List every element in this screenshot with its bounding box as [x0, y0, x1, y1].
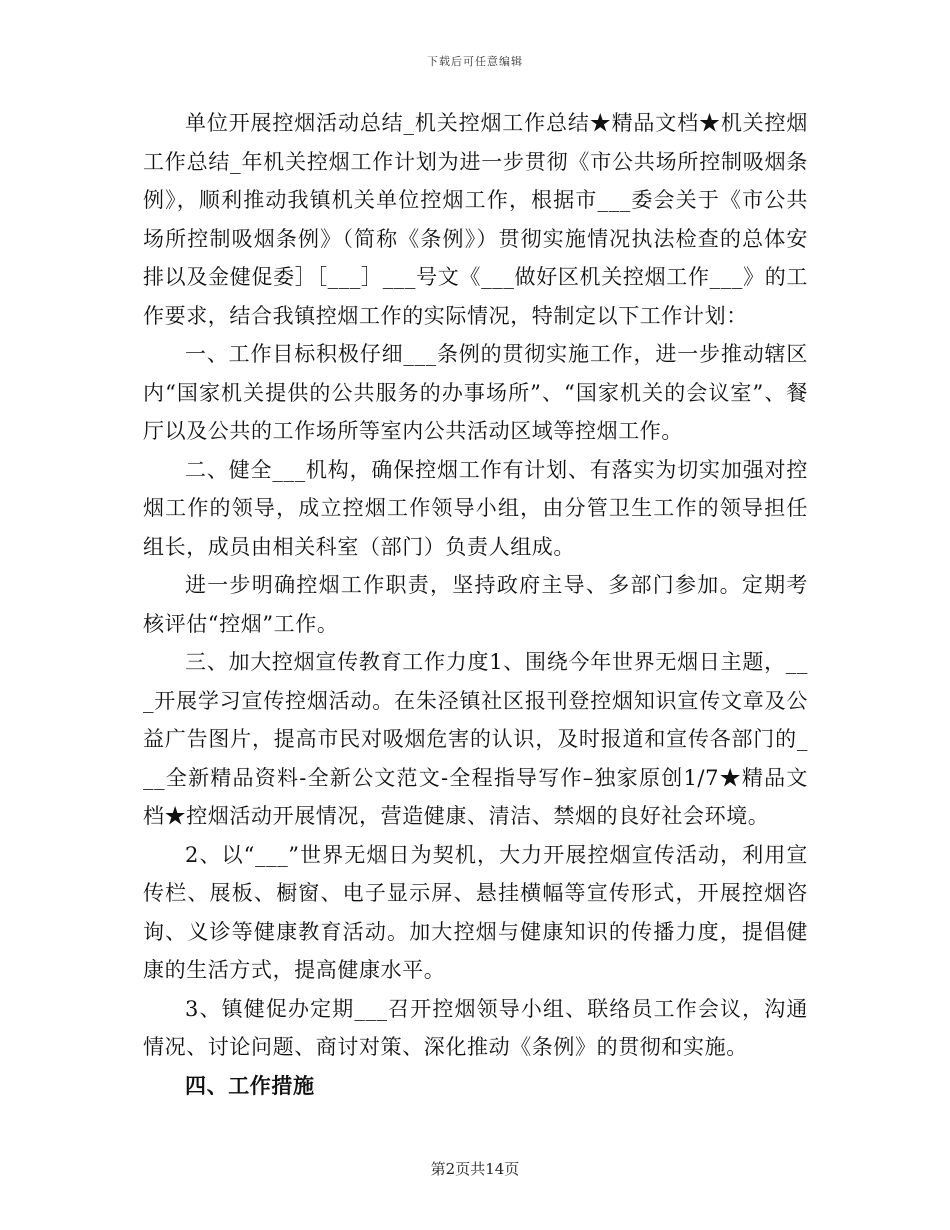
paragraph-publicity-3: 3、镇健促办定期___召开控烟领导小组、联络员工作会议，沟通情况、讨论问题、商讨对策、深化推动《条例》的贯彻和实施。	[143, 996, 808, 1059]
paragraph-intro: 单位开展控烟活动总结_机关控烟工作总结★精品文档★机关控烟工作总结_年机关控烟工作计划为进一步贯彻《市公共场所控制吸烟条例》，顺利推动我镇机关单位控烟工作，根据市___委会关于《市公共场所控制吸烟条例》（简称《条例》）贯彻实施情况执法检查的总体安排以及金健促委］［___］___号文《___做好区机关控烟工作___》的工作要求，结合我镇控烟工作的实际情况，特制定以下工作计划：	[143, 111, 808, 328]
page-number: 第2页共14页	[430, 1160, 520, 1178]
section-heading: 四、工作措施	[185, 1073, 315, 1098]
paragraph-organization: 二、健全___机构，确保控烟工作有计划、有落实为切实加强对控烟工作的领导，成立控烟工作领导小组，由分管卫生工作的领导担任组长，成员由相关科室（部门）负责人组成。	[143, 457, 808, 559]
document-body	[143, 104, 808, 1105]
paragraph-publicity-2: 2、以“___”世界无烟日为契机，大力开展控烟宣传活动，利用宣传栏、展板、橱窗、电子显示屏、悬挂横幅等宣传形式，开展控烟咨询、义诊等健康教育活动。加大控烟与健康知识的传播力度，提倡健康的生活方式，提高健康水平。	[143, 842, 808, 982]
paragraph-responsibility: 进一步明确控烟工作职责，坚持政府主导、多部门参加。定期考核评估“控烟”工作。	[143, 573, 808, 636]
paragraph-publicity-1: 三、加大控烟宣传教育工作力度1、围绕今年世界无烟日主题，___开展学习宣传控烟活动。在朱泾镇社区报刊登控烟知识宣传文章及公益广告图片，提高市民对吸烟危害的认识，及时报道和宣传各部门的___全新精品资料-全新公文范文-全程指导写作–独家原创1/7★精品文档★控烟活动开展情况，营造健康、清洁、禁烟的良好社会环境。	[143, 650, 808, 828]
header-note: 下载后可任意编辑	[427, 55, 523, 68]
paragraph-goal: 一、工作目标积极仔细___条例的贯彻实施工作，进一步推动辖区内“国家机关提供的公共服务的办事场所”、“国家机关的会议室”、餐厅以及公共的工作场所等室内公共活动区域等控烟工作。	[143, 342, 808, 443]
